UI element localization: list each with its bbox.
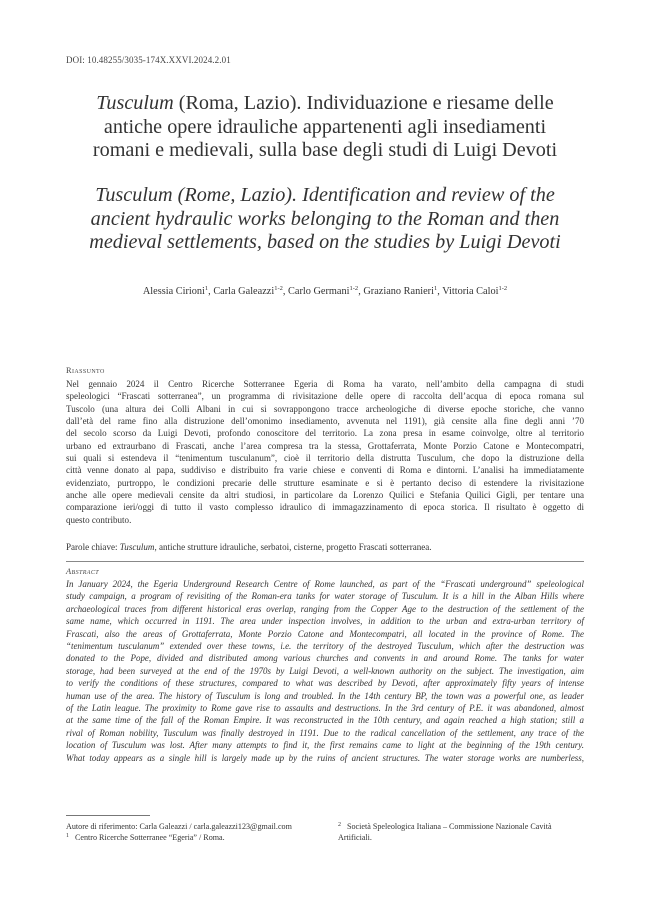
footnote-2-number: 2 (338, 822, 341, 828)
abstract-line: donated to the Pope, divided and distributed among various churches and convents in and around Rome. The tanks for water (66, 653, 584, 664)
section-divider (66, 561, 584, 562)
abstract-line: human use of the area. The history of Tusculum is long and troubled. In the 14th century BP, the town was a powerful one, as leader (66, 690, 584, 701)
abstract-line: storage, had been surveyed at the end of the 1970s by Luigi Devoti, a well-known authority on the subject. The investigation, aim (66, 665, 584, 676)
riassunto-heading: Riassunto (66, 366, 105, 375)
footnote-rule (66, 815, 150, 816)
riassunto-line: questo contributo. (66, 514, 132, 525)
corresponding-author[interactable]: Autore di riferimento: Carla Galeazzi / carla.galeazzi123@gmail.com (66, 822, 292, 831)
riassunto-line: sui quali si estendeva il “tenimentum tusculanum”, cioè il territorio della distrutta Tusculum, che dopo la distruzione della (66, 453, 584, 464)
abstract-line: to verify the conditions of these structures, compared to what was described by Devoti, after approximately fifty years of intense (66, 678, 584, 689)
title-en-line-1: Tusculum (Rome, Lazio). Identification and review of the (95, 184, 555, 206)
footnotes-left (66, 821, 292, 843)
title-it-line-1-rest: (Roma, Lazio). Individuazione e riesame delle (173, 92, 554, 114)
doi-line[interactable]: DOI: 10.48255/3035-174X.XXVI.2024.2.01 (66, 55, 231, 65)
abstract-line: at the same time of the fall of the Roman Empire. It was reconstructed in the 10th century, and again reached a high station; still a (66, 715, 584, 726)
author-name: Graziano Ranieri (363, 286, 434, 297)
footnote-2-line-2: Artificiali. (338, 833, 372, 842)
abstract-line: same name, which occurred in 1191. The area under inspection involves, in addition to the urban and extra-urban territory of (66, 616, 584, 627)
riassunto-line: del secolo scorso da Luigi Devoti, profondo conoscitore del territorio. La zona presa in esame coinvolge, oltre al territorio (66, 428, 584, 439)
riassunto-line: dall’età del rame fino alla distruzione dell’omonimo insediamento, avvenuta nel 1191), già censite alla fine degli anni ’70 (66, 416, 584, 427)
riassunto-line: speleologici “Frascati sotterranea”, un programma di rivisitazione delle opere di raccolta dell’acqua di epoca romana sul (66, 391, 584, 402)
author-name: Alessia Cirioni (142, 286, 205, 297)
author-separator: , (437, 286, 443, 297)
title-en-line-3: medieval settlements, based on the studies by Luigi Devoti (89, 231, 561, 253)
abstract-heading: Abstract (66, 567, 99, 576)
riassunto-body (66, 378, 584, 526)
author-affiliation: 1-2 (498, 285, 508, 292)
riassunto-line: urbano ed extraurbano di Frascati, anche l’area compresa tra la stessa, Grottaferrata, Monte Porzio Catone e Montecompatri, (66, 440, 584, 451)
author-list (50, 286, 600, 297)
author-affiliation: 1 (204, 285, 209, 292)
footnote-1-text: Centro Ricerche Sotterranee “Egeria” / Roma. (75, 833, 225, 842)
footnote-1-number: 1 (66, 833, 69, 839)
author-affiliation: 1 (433, 285, 438, 292)
title-italian (50, 92, 600, 163)
title-it-line-1 (50, 92, 600, 116)
author-name: Carla Galeazzi (213, 286, 275, 297)
author-separator: , (282, 286, 289, 297)
author-separator: , (208, 286, 214, 297)
author-affiliation: 1-2 (349, 285, 359, 292)
footnote-1 (66, 832, 292, 843)
title-it-line-2: antiche opere idrauliche appartenenti agli insediamenti (103, 115, 547, 138)
riassunto-line: Nel gennaio 2024 il Centro Ricerche Sotterranee Egeria di Roma ha varato, nell’ambito della campagna di studi (66, 379, 584, 389)
abstract-line: What today appears as a single hill is largely made up by the ruins of ancient structures. The water storage works are numberless, (66, 752, 584, 763)
abstract-line: rival of Roman nobility, Tusculum was finally destroyed in 1191. Due to the radical cancellation of the settlement, any trace of the (66, 727, 584, 738)
author-separator: , (358, 286, 364, 297)
author-name: Carlo Germani (288, 286, 350, 297)
title-it-line-3: romani e medievali, sulla base degli studi di Luigi Devoti (92, 139, 558, 161)
keywords-label: Parole chiave: (66, 542, 120, 552)
title-english (50, 184, 600, 255)
riassunto-line: anche alle opere medievali censite da altri studiosi, in particolare da Lorenzo Quilici e Stefania Quilici Gigli, per tentare una (66, 490, 584, 501)
keywords-italic: Tusculum (119, 542, 155, 552)
riassunto-line: Tuscolo (una altura dei Colli Albani in cui si sovrappongono tracce archeologiche di diverse epoche storiche, che vanno (66, 403, 584, 414)
keywords (66, 542, 432, 552)
abstract-line: “tenimentum tusculanum” extended over these towns, i.e. the territory of the destroyed Tusculum, which after the destruction was (66, 641, 584, 652)
abstract-line: location of Tusculum was lost. After many attempts to find it, the first remains came to light at the beginning of the 19th century. (66, 740, 584, 751)
keywords-rest: , antiche strutture idrauliche, serbatoi, cisterne, progetto Frascati sotterranea. (154, 542, 432, 552)
abstract-line: Frascati, also the areas of Grottaferrata, Monte Porzio Catone and Montecompatri, all located in the province of Rome. The (66, 628, 584, 639)
riassunto-line: evidenziato, purtroppo, le condizioni precarie delle strutture esaminate e si è pertanto deciso di estendere la rivisitazione (66, 477, 584, 488)
abstract-line: study campaign, a program of revisiting of the Roman-era tanks for water storage of Tusculum. It is a hill in the Alban Hills where (66, 591, 584, 602)
footnote-2-text: Società Speleologica Italiana – Commissione Nazionale Cavità (347, 822, 552, 831)
riassunto-line: città venne donato al papa, suddiviso e distribuito fra varie chiese e conventi di Roma e dintorni. L’analisi ha immediatamente (66, 465, 584, 476)
title-en-line-2: ancient hydraulic works belonging to the Roman and then (90, 207, 560, 230)
abstract-line: In January 2024, the Egeria Underground Research Centre of Rome launched, as part of the “Frascati underground” speleological (66, 579, 584, 589)
abstract-line: of the Latin league. The proximity to Rome gave rise to assaults and destructions. In the 3rd century of P.E. it was abandoned, almost (66, 703, 584, 714)
footnotes-right (338, 821, 598, 843)
riassunto-line: comparazione ieri/oggi di tutto il vasto complesso idraulico di immagazzinamento di epoca storica. Il risultato è oggetto di (66, 502, 584, 513)
footnote-2-line-1 (338, 821, 598, 832)
abstract-line: archaeological traces from different historical eras overlap, ranging from the Copper Age to the destruction of the settlement of the (66, 603, 584, 614)
author-affiliation: 1-2 (274, 285, 283, 292)
author-name: Vittoria Caloi (442, 286, 499, 297)
title-it-lead: Tusculum (96, 92, 174, 114)
abstract-body (66, 578, 584, 764)
